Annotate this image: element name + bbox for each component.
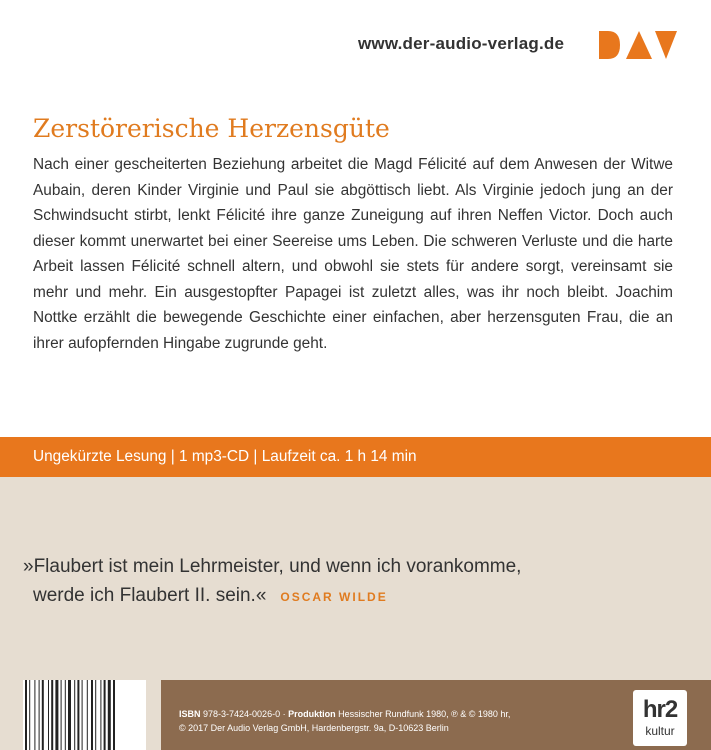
quote-author: OSCAR WILDE	[280, 590, 388, 604]
info-band-text: Ungekürzte Lesung | 1 mp3-CD | Laufzeit ca. 1 h 14 min	[33, 448, 417, 465]
info-band	[0, 437, 711, 477]
hr2-kultur-logo	[633, 690, 687, 746]
publisher-url[interactable]: www.der-audio-verlag.de	[358, 34, 565, 53]
quote-line-1: »Flaubert ist mein Lehrmeister, und wenn ich vorankomme,	[23, 556, 522, 577]
quote-line-2-wrap	[23, 581, 521, 612]
hr2-logo-sub: kultur	[645, 724, 675, 738]
footer-line-2: © 2017 Der Audio Verlag GmbH, Hardenbergstr. 9a, D-10623 Berlin	[179, 723, 449, 733]
footer-credits	[179, 707, 510, 735]
footer-line-1	[179, 707, 510, 721]
dav-logo-icon	[599, 31, 677, 59]
footer-panel	[161, 680, 711, 750]
quote	[23, 552, 521, 612]
isbn-value: 978-3-7424-0026-0 ·	[200, 709, 289, 719]
isbn-label: ISBN	[179, 709, 201, 719]
book-description: Nach einer gescheiterten Beziehung arbeitet die Magd Félicité auf dem Anwesen der Witwe Aubain, deren Kinder Virginie und Paul sie abgöttisch liebt. Als Virginie jedoch jung an der Schwindsucht stirbt, lenkt Félicité ihre ganze Zuneigung auf ihren Neffen Victor. Doch auch dieser kommt unerwartet bei einer Seereise ums Leben. Die schweren Verluste und die harte Arbeit lassen Félicité schnell altern, und obwohl sie stets für andere sorgt, vereinsamt sie mehr und mehr. Ein ausgestopfter Papagei ist zuletzt alles, was ihr noch bleibt. Joachim Nottke erzählt die bewegende Geschichte einer einfachen, aber herzensguten Frau, die an ihrer aufopfernden Hingabe zugrunde geht.	[33, 156, 673, 352]
quote-line-2: werde ich Flaubert II. sein.«	[33, 585, 267, 606]
barcode-icon	[23, 680, 146, 750]
production-value: Hessischer Rundfunk 1980, ℗ & © 1980 hr,	[335, 709, 511, 719]
hr2-logo-main: hr2	[642, 696, 678, 723]
production-label: Produktion	[288, 709, 336, 719]
book-title: Zerstörerische Herzensgüte	[33, 114, 390, 143]
